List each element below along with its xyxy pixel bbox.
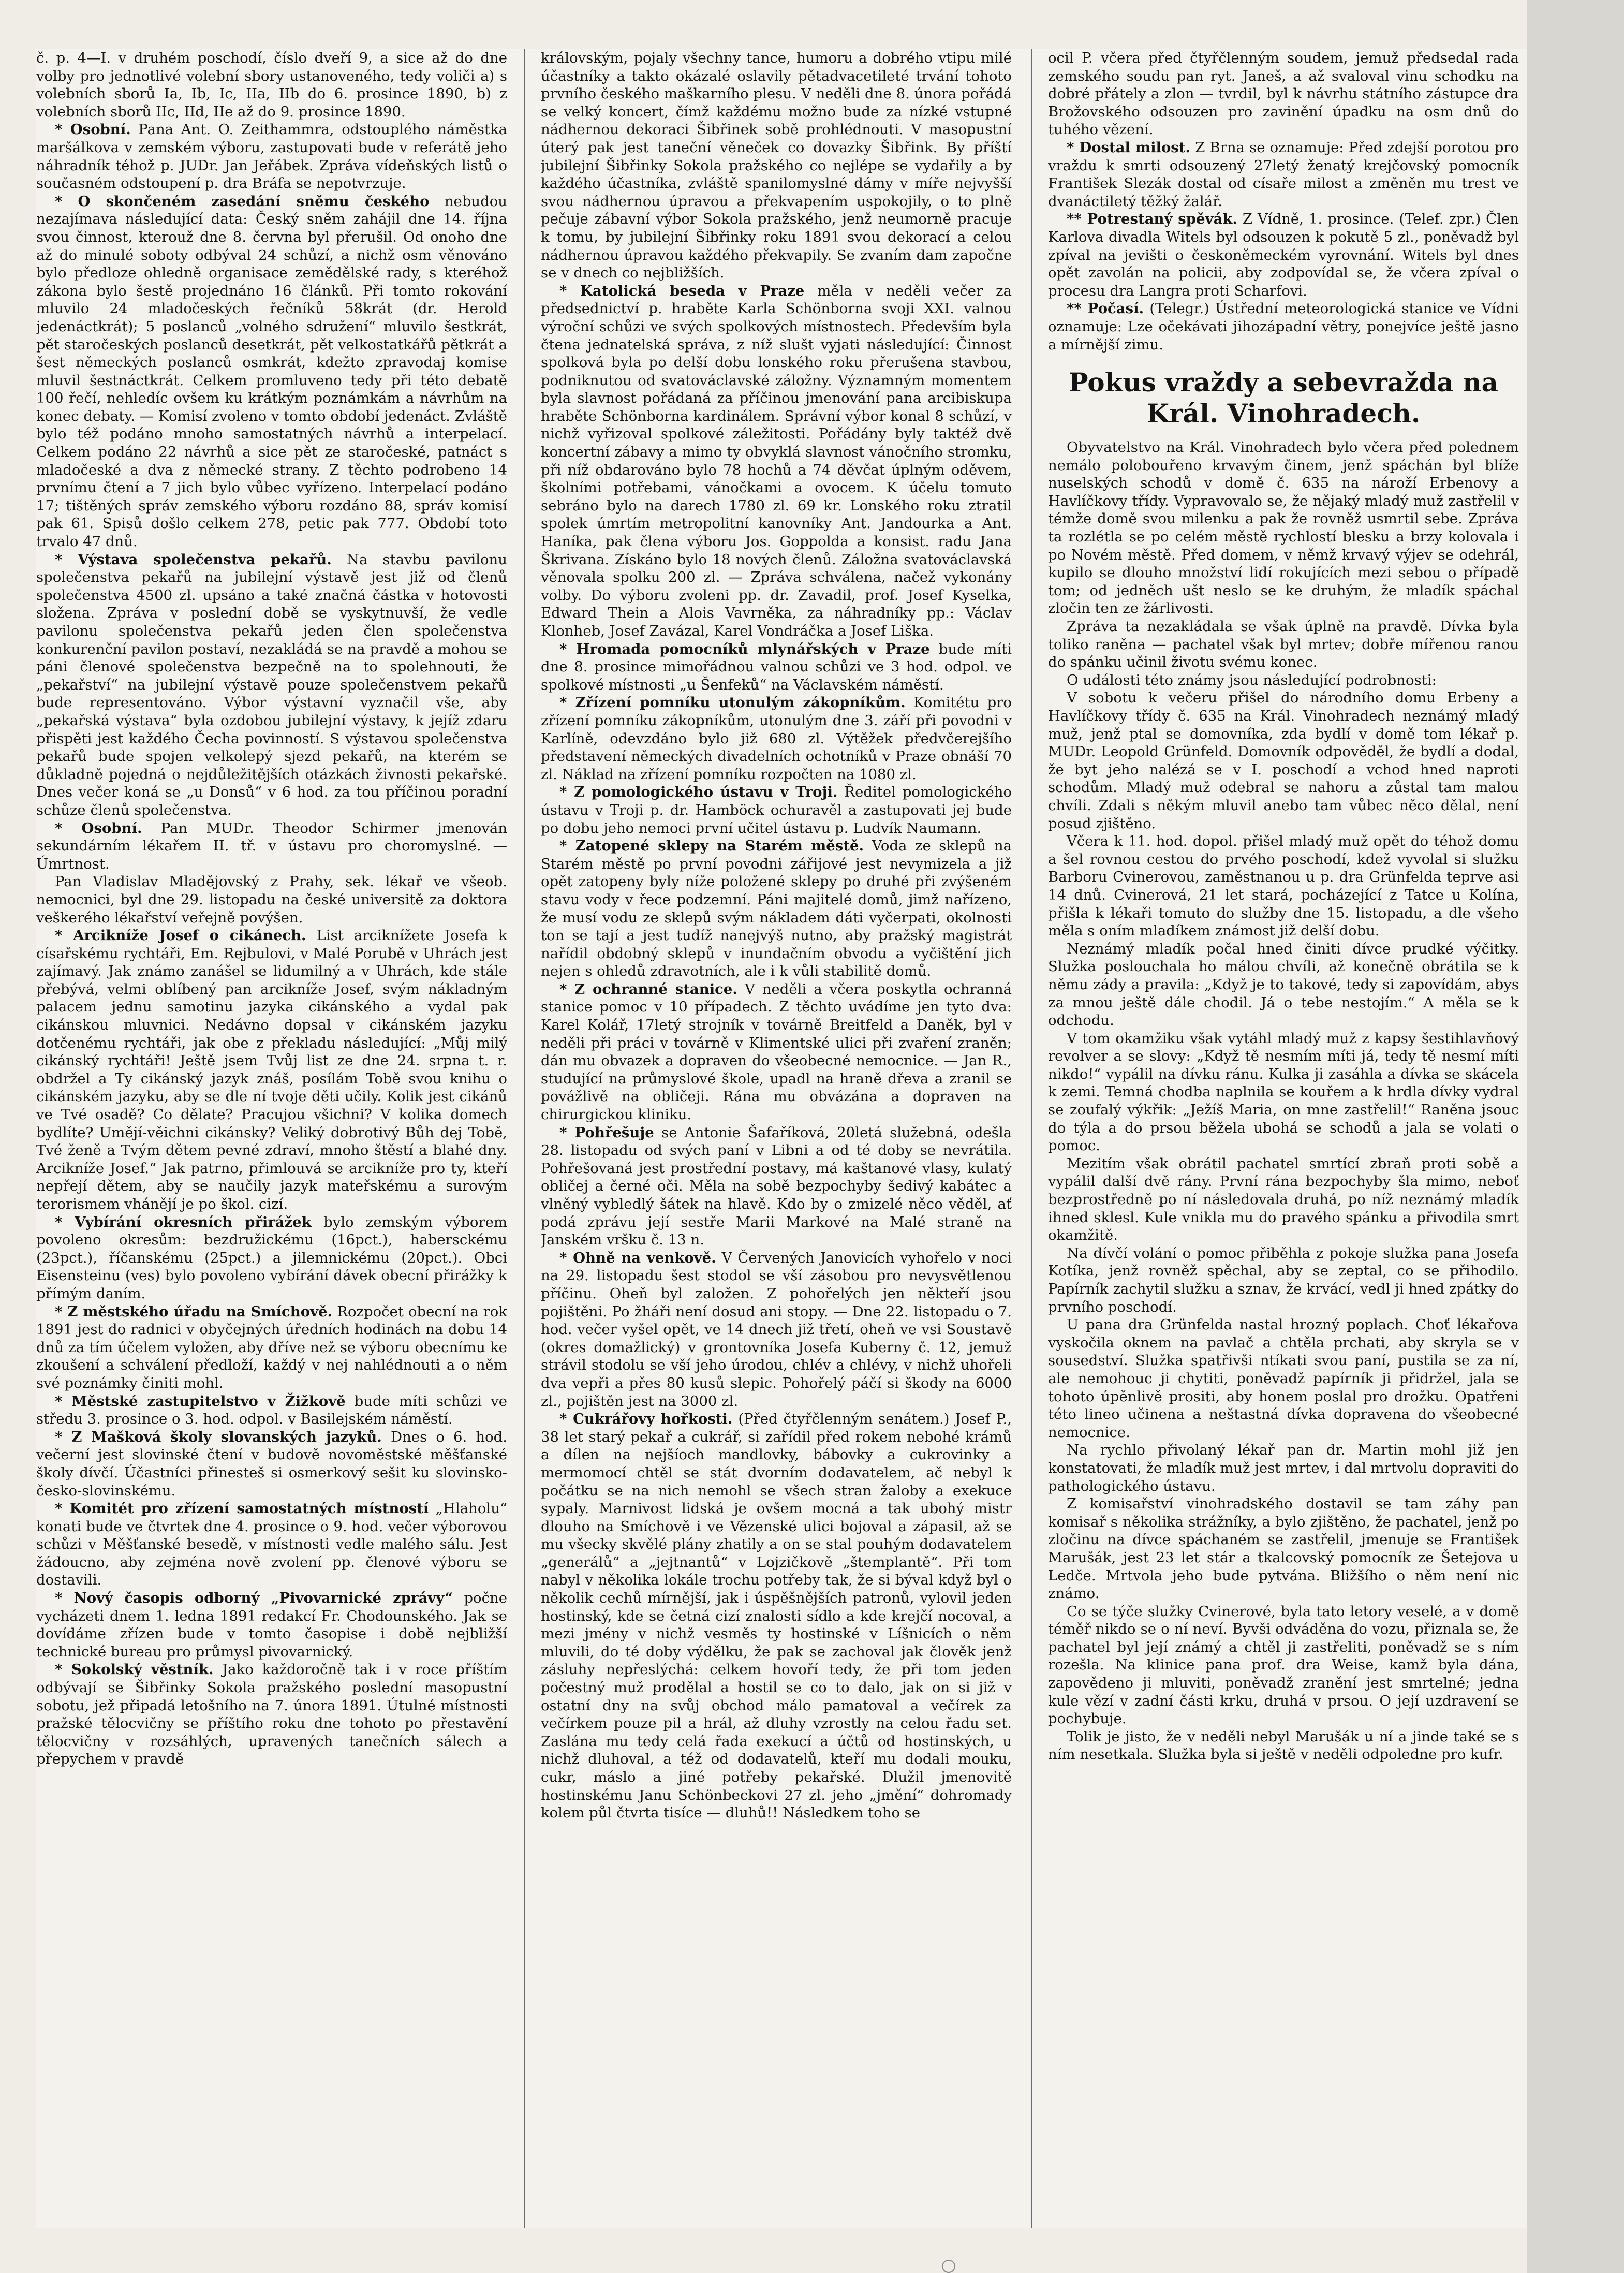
news-heading: ** Potrestaný spěvák. bbox=[1067, 211, 1237, 228]
article-text: č. p. 4—I. v druhém poschodí, číslo dveří 9, a sice až do dne volby pro jednotlivé volební sbory ustanoveného, tedy voliči a) s volebních sborů Ia, Ib, Ic, IIa, IIb do 6. prosince 1890, b) z volebních sborů IIc, IId, IIe až do 9. prosince 1890. bbox=[36, 50, 507, 120]
article-paragraph: Z komisařství vinohradského dostavil se tam záhy pan komisař s několika strážníky, a bylo zjištěno, že pachatel, jenž po zločinu na dívce spáchaném se zastřelil, jmenuje se František Marušák, jest 23 let stár a tkalcovský pomocník ze Šetejova u Ledče. Mrtvola jeho bude pytvána. Bližšího o něm není nic známo. bbox=[1048, 1495, 1519, 1602]
news-heading: * Zatopené sklepy na Starém městě. bbox=[559, 838, 864, 855]
news-heading: * Z ochranné stanice. bbox=[559, 980, 737, 998]
news-body: nebudou nezajímava následující data: Český sněm zahájil dne 14. října svou činnost, kterouž dne 8. června byl přerušil. Od onoho dne až do minulé soboty odbýval 24 schůzí, a nichž osm věnováno bylo předloze ohledně organisace zemědělské rady, s kteréhož zákona bylo šestě projednáno 16 článků. Při tomto rokování mluvilo 24 mladočeských řečníků 58krát (dr. Herold jedenáctkrát); 5 poslanců „volného sdružení“ mluvilo šestkrát, pět staročeských poslanců desetkrát, pět velkostatkářů pětkrát a šest německých poslanců osmkrát, kdežto zpravodaj komise mluvil šestnáctkrát. Celkem promluveno tedy při této debatě 100 řečí, nehledíc ovšem ku krátkým poznámkám a návrhům na konec debaty. — Komisí zvoleno v tomto období jedenáct. Zvláště bylo též podáno mnoho samostatných návrhů a interpelací. Celkem podáno 22 návrhů a sice pět ze staročeské, patnáct s mladočeské a dva z německé strany. Z těchto podrobeno 14 prvnímu čtení a 7 jich bylo vůbec vyřízeno. Interpelací podáno 17; tištěných správ zemského výboru rozdáno 88, správ komisí pak 61. Spisů došlo celkem 278, petic pak 777. Období toto trvalo 47 dnů. bbox=[36, 193, 507, 550]
article-paragraph: V tom okamžiku však vytáhl mladý muž z kapsy šestihlavňový revolver a se slovy: „Když tě nesmím míti já, tedy tě nesmí míti nikdo!“ vypálil na dívku ránu. Kulka ji zasáhla a dívka se skácela k zemi. Temná chodba naplnila se kouřem a k hrdla dívky vydral se zoufalý výkřik: „Ježíš Maria, on mne zastřelil!“ Raněna jsouc do týla a do prsou běžela ubohá se schodů a jala se volati o pomoc. bbox=[1048, 1030, 1519, 1154]
column-rule bbox=[524, 49, 525, 2228]
column-2 bbox=[541, 49, 1012, 2228]
news-item bbox=[541, 694, 1012, 783]
article-paragraph: Neznámý mladík počal hned činiti dívce prudké výčitky. Služka poslouchala ho málou chvíli, až konečně obrátila se k němu zády a pravila: „Když je to takové, tedy si zapovídám, abys za mnou ještě dále chodil. Já o tebe nestojím.“ A měla se k odchodu. bbox=[1048, 940, 1519, 1029]
news-heading: * Sokolský věstník. bbox=[55, 1661, 214, 1678]
news-heading: * Výstava společenstva pekařů. bbox=[55, 551, 332, 568]
news-heading: * Z Mašková školy slovanských jazyků. bbox=[55, 1428, 382, 1445]
news-heading: * Z městského úřadu na Smíchově. bbox=[55, 1303, 333, 1320]
news-heading: * Ohně na venkově. bbox=[559, 1249, 716, 1266]
news-item bbox=[1048, 139, 1519, 210]
article-paragraph: Obyvatelstvo na Král. Vinohradech bylo včera před polednem nemálo polobouřeno krvavým činem, jenž spáchán byl blíže nuselských schodů v domě č. 635 na nároží Erbenovy a Havlíčkovy třídy. Vypravovalo se, že nějaký mladý muž zastřelil v témže domě svou milenku a pak že rovněž usmrtil sebe. Zpráva ta rozlétla se po celém městě rychlostí blesku a brzy kolovala i po Novém městě. Před domem, v němž krvavý výjev se odehrál, kupilo se dlouho množství lidí rokujících mezi sebou o případě tom; od jedněch ušt neslo se ke druhým, že mladík spáchal zločin ten ze žárlivosti. bbox=[1048, 439, 1519, 617]
news-heading: * Dostal milost. bbox=[1067, 139, 1191, 156]
news-body: (Před čtyřčlenným senátem.) Josef P., 38 let starý pekař a cukrář, si zařídil před rokem nebohé krámů a dílen na nejšíoch mandlovky, bábovky a cukrovinky a mermomocí chtěl se stát dvorním dodavatelem, ač nebyl k počátku se na nich nemohl se všech stran žaloby a exekuce sypaly. Marnivost lidská je ovšem mocná a tak ubohý mistr dlouho na Smíchově i ve Vězenské ulici bojoval a zápasil, až se mu všecky skvělé plány zhatily a on se stal pouhým dodavatelem „generálů“ a „jejtnantů“ v Lojzičkově „štemplantě“. Při tom nabyl v několika lokále trochu potřeby tak, že si býval když byl o několik cechů mírnější, jak i úspěšnějších patronů, vylovil jeden hostinský, kde se četná cizí znalosti sídlo a kde krejčí nocoval, a mezi jmény v nichž vesměs ty hostinské v Líšnicích o něm mluvili, do té doby výdělku, že pak se zachoval jak člověk jenž zásluhy nepřeslýchá: celkem hovoří tedy, že při tom jeden počestný muž prodělal a hostil se co to dalo, jak on si již v ostatní dny na svůj obchod málo pamatoval a večírek za večírkem pouze pil a hrál, až dluhy vzrostly na celou řadu set. Zaslána mu tedy celá řada exekucí a účtů od hostinských, u nichž dluhoval, a též od dodavatelů, kteří mu dodali mouku, cukr, máslo a jiné potřeby pekařské. Dlužil jmenovitě hostinskému Janu Schönbeckovi 27 zl. jeho „jmění“ dohromady kolem půl čtvrta tisíce — dluhů!! Následkem toho se bbox=[541, 1411, 1012, 1822]
page-margin-shadow bbox=[1527, 0, 1624, 2273]
news-heading: * Vybírání okresních přirážek bbox=[55, 1213, 312, 1230]
article-paragraph: Co se týče služky Cvinerové, byla tato letory veselé, a v domě téměř nikdo se o ní neví. Byvši odváděna do vozu, přiznala se, že pachatel byl její známý a chtěl ji zastřeliti, poněvadž se s ním rozešla. Na klinice pana prof. dra Weise, kamž byla dána, zapovědeno ji mluviti, poněvadž zranění jest smrtelné; jedna kule vězí v zadní části krku, druhá v prsou. O její uzdravení se pochybuje. bbox=[1048, 1603, 1519, 1727]
news-item bbox=[36, 1213, 507, 1303]
news-body: Pan Vladislav Mladějovský z Prahy, sek. lékař ve všeob. nemocnici, byl dne 29. listopadu na české universitě za doktora veškerého lékařství veřejně povýšen. bbox=[36, 873, 507, 926]
news-item bbox=[1048, 210, 1519, 300]
news-heading: * Pohřešuje bbox=[559, 1124, 654, 1141]
news-item bbox=[36, 1428, 507, 1500]
news-body: „Hlaholu“ konati bude ve čtvrtek dne 4. prosince o 9. hod. večer výborovou schůzi v Měšťanské besedě, v místnosti vedle malého sálu. Jest žádoucno, aby zejména nově zvolení pp. členové výboru se dostavili. bbox=[36, 1500, 507, 1589]
news-item bbox=[1048, 300, 1519, 354]
article-paragraph: Tolik je jisto, že v neděli nebyl Marušák u ní a jinde také se s ním nesetkala. Služka byla si ještě v neděli odpoledne pro kufr. bbox=[1048, 1728, 1519, 1763]
news-item bbox=[36, 1303, 507, 1392]
news-heading: * Hromada pomocníků mlynářských v Praze bbox=[559, 640, 930, 657]
news-body: (Telegr.) Ústřední meteorologická stanice ve Vídni oznamuje: Lze očekávati jihozápadní větry, ponejvíce ještě jasno a mírnější zimu. bbox=[1048, 300, 1519, 353]
news-body: měla v neděli večer za předsednictví p. hraběte Karla Schönborna svoji XXI. valnou výroční schůzi ve svých spolkových místnostech. Především byla čtena jednatelská správa, z níž slušt vyjati následující: Činnost spolková byla po delší dobu lonského roku přerušena stavbou, podniknutou od svatováclavské záložny. Významným momentem byla slavnost pořádaná za příčinou jmenování pana arcibiskupa hraběte Schönborna kardinálem. Správní výbor konal 8 schůzí, v nichž vyřizoval spolkové záležitosti. Pořádány byly taktéž dvě koncertní zábavy a mimo ty obvyklá slavnost vánočního stromku, při níž obdarováno bylo 78 hochů a 74 děvčat úplným oděvem, školními potřebami, vánočkami a ovocem. K účelu tomuto sebráno bylo na darech 1780 zl. 69 kr. Lonského roku ztratil spolek úmrtím metropolitní kanovníky Ant. Jandourka a Ant. Haníka, pak člena výboru Jos. Goppolda a konsist. radu Jana Škrivana. Získáno bylo 18 nových členů. Záložna svatováclavská věnovala spolku 200 zl. — Zpráva schválena, načež vykonány volby. Do výboru zvoleni pp. dr. Zavadil, prof. Josef Kyselka, Edward Thein a Alois Vavrněka, za náhradníky pp.: Václav Klonheb, Josef Zavázal, Karel Vondráčka a Josef Liška. bbox=[541, 282, 1012, 639]
article-paragraph: Na dívčí volání o pomoc přiběhla z pokoje služka pana Josefa Kotíka, jenž rovněž spěchal, aby se zeptal, co se přihodilo. Papírník zachytil služku a sznav, že krvácí, vedl ji hned zpátky do prvního poschodí. bbox=[1048, 1244, 1519, 1315]
news-body: Pana Ant. O. Zeithammra, odstouplého náměstka maršálkova v zemském výboru, zastupovati bude v referátě jeho náhradník téhož p. JUDr. Jan Jeřábek. Zpráva vídeňských listů o současném odstoupení p. dra Bráfa se nepotvrzuje. bbox=[36, 121, 507, 192]
news-body: Ředitel pomologického ústavu v Troji p. dr. Hamböck ochuravěl a zastupovati jej bude po dobu jeho nemoci první učitel ústavu p. Ludvík Naumann. bbox=[541, 784, 1012, 837]
news-item bbox=[541, 1124, 1012, 1249]
news-body: bude míti dne 8. prosince mimořádnou valnou schůzi ve 3 hod. odpol. ve spolkové místnosti „u Šenfeků“ na Václavském náměstí. bbox=[541, 640, 1012, 693]
news-heading: * Katolická beseda v Praze bbox=[559, 282, 805, 299]
article-headline bbox=[1048, 367, 1519, 429]
column-rule bbox=[1031, 49, 1032, 2228]
news-heading: * Z pomologického ústavu v Troji. bbox=[559, 784, 838, 801]
news-body: Rozpočet obecní na rok 1891 jest do radnici v obyčejných úředních hodinách na dobu 14 dnů za tím účelem vyložen, aby dříve než se výboru obecnímu ke zkoušení a schválení předloží, každý v nej nahlédnouti a o něm své poznámky činiti mohl. bbox=[36, 1303, 507, 1391]
news-item bbox=[36, 193, 507, 551]
news-body: počne vycházeti dnem 1. ledna 1891 redakcí Fr. Chodounského. Jak se dovídáme zřízen bude v tomto časopise i době nejbližší technické bureau pro průmysl pivovarnický. bbox=[36, 1590, 507, 1660]
article-paragraph: Na rychlo přivolaný lékař pan dr. Martin mohl již jen konstatovati, že mladík muž jest mrtev, i dal mrtvolu dopraviti do pathologického ústavu. bbox=[1048, 1442, 1519, 1494]
article-text: ocil P. včera před čtyřčlenným soudem, jemuž předsedal rada zemského soudu pan ryt. Janeš, a až svaloval vinu schodku na dobré přátely a zlon — tvrdil, byl k návrhu státního zástupce dra Brožovského odsouzen pro zavinění úpadku na osm dnů do tuhého vězení. bbox=[1048, 50, 1519, 138]
news-body: Z Brna se oznamuje: Před zdejší porotou pro vraždu k smrti odsouzený 27letý ženatý krejčovský pomocník František Slezák dostal od císaře milost a změněn mu trest ve dvanáctiletý těžký žalář. bbox=[1048, 139, 1519, 210]
news-heading: * Zřízení pomníku utonulým zákopníkům. bbox=[559, 694, 906, 711]
news-body: Komitétu pro zřízení pomníku zákopníkům, utonulým dne 3. září při povodni v Karlíně, odevzdáno bylo již 680 zl. Výtěžek předvčerejšího představení německých divadelních ochotníků v Praze obnáší 70 zl. Náklad na zřízení pomníku rozpočten na 1080 zl. bbox=[541, 694, 1012, 783]
column-1 bbox=[36, 49, 507, 2228]
news-body: bylo zemským výborem povoleno okresům: bezdružickému (16pct.), habersckému (23pct.), říčanskému (25pct.) a jilemnickému (20pct.). Obci Eisensteinu (ves) bylo povoleno vybírání dávek obecní přirážky k přímým daním. bbox=[36, 1213, 507, 1302]
binding-hole bbox=[942, 2260, 955, 2273]
news-item bbox=[36, 551, 507, 819]
news-item bbox=[541, 980, 1012, 1124]
news-item bbox=[36, 873, 507, 927]
news-item bbox=[541, 837, 1012, 980]
article-paragraph: O události této známy jsou následující podrobnosti: bbox=[1067, 671, 1437, 688]
news-item bbox=[541, 640, 1012, 694]
news-body: Dnes o 6. hod. večerní jest slovinské čtení v budově novoměstské měšťanské školy dívčí. Účastníci přinesteš si osmerkový sešit ku slovinsko-česko-slovinskému. bbox=[36, 1428, 507, 1499]
headline-line: Král. Vinohradech. bbox=[1146, 398, 1421, 429]
news-body: se Antonie Šafaříková, 20letá služebná, odešla 28. listopadu od svých paní v Libni a od té doby se nevrátila. Pohřešovaná jest prostřední postavy, má kaštanové vlasy, kulatý obličej a černé oči. Měla na sobě bezpochyby šedivý kabátec a vlněný vybledlý šátek na hlavě. Kdo by o zmizelé něco věděl, ať podá zprávu její sestře Marii Markové na Malé straně na Janském vršku č. 13 n. bbox=[541, 1124, 1012, 1249]
news-item bbox=[36, 1589, 507, 1661]
news-item bbox=[541, 282, 1012, 640]
news-body: V neděli a včera poskytla ochranná stanice pomoc v 10 případech. Z těchto uvádíme jen tyto dva: Karel Kolář, 17letý strojník v továrně Breitfeld a Daněk, byl v neděli při práci v továrně v Klimentské ulici při zvaření zraněn; dán mu obvazek a dopraven do všeobecné nemocnice. — Jan R., studující na průmyslové škole, upadl na hraně dřeva a zranil se povážlivě na obličeji. Rána mu obvázána a dopraven na chirurgickou kliniku. bbox=[541, 980, 1012, 1123]
news-body: Voda ze sklepů na Starém městě po první povodni zářijové jest nevymizela a již opět zatopeny byly níže položené sklepy po druhé při zvýšeném stavu vody v řece podzemní. Páni majitelé domů, jimž nařízeno, že musí vodu ze sklepů svým nákladem dáti vyčerpati, okolnosti ton se tají a jest tudíž nanejvýš nutno, aby pražský magistrát nařídil obdobný sklepů v inundačním obvodu a vyčištění jich nejen s ohledů zdravotních, ale i k vůli stabilitě domů. bbox=[541, 838, 1012, 980]
news-heading: * Městské zastupitelstvo v Žižkově bbox=[55, 1392, 346, 1410]
news-body: Jako každoročně tak i v roce příštím odbývají se Šibřinky Sokola pražského poslední masopustní sobotu, jež připadá letošního na 7. února 1891. Útulné místnosti pražské tělocvičny se příštího roku dne tohoto po přestavění tělocvičny v rozsáhlých, upravených tanečních sálech a přepychem v pravdě bbox=[36, 1661, 507, 1768]
news-body: Pan MUDr. Theodor Schirmer jmenován sekundárním lékařem II. tř. v ústavu pro choromyslné. — Úmrtnost. bbox=[36, 819, 507, 872]
news-heading: * Osobní. bbox=[55, 121, 131, 138]
news-body: Z Vídně, 1. prosince. (Telef. zpr.) Člen Karlova divadla Witels byl odsouzen k pokutě 5 zl., poněvadž byl zpíval na jevišti o českoněmeckém vyrovnání. Witels byl dnes opět zavolán na policii, aby zodpovídal se, že včera zpíval o procesu dra Langra proti Scharfovi. bbox=[1048, 211, 1519, 299]
news-heading: ** Počasí. bbox=[1067, 300, 1144, 317]
headline-line: Pokus vraždy a sebevražda na bbox=[1068, 367, 1498, 398]
article-paragraph: Včera k 11. hod. dopol. přišel mladý muž opět do téhož domu a šel rovnou cestou do prvého poschodí, kdež vyvolal si služku Barboru Cvinerovou, zaměstnanou u p. dra Grünfelda teprve asi 14 dnů. Cvinerová, 21 let stará, pocházející z Tatce u Kolína, přišla k lékaři tomuto do služby dne 15. listopadu, a dle všeho měla s oním mladíkem známost již delší dobu. bbox=[1048, 833, 1519, 940]
news-item bbox=[36, 927, 507, 1213]
article-paragraph: U pana dra Grünfelda nastal hrozný poplach. Choť lékařova vyskočila oknem na pavlač a chtěla prchati, aby skryla se v sousedství. Služka spatřivši ntíkati svou paní, pustila se za ní, ale nemohouc ji chytiti, poněvadž papírník ji přidržel, jala se tohoto úpěnlivě prositi, aby honem poslal pro drožku. Opatřeni této lineo učinena a neštastná dívka dopravena do všeobecné nemocnice. bbox=[1048, 1316, 1519, 1441]
article-paragraph: Zpráva ta nezakládala se však úplně na pravdě. Dívka byla toliko raněna — pachatel však byl mrtev; dobře mířenou ranou do spánku učinil životu svému konec. bbox=[1048, 618, 1519, 671]
news-item bbox=[36, 121, 507, 192]
article-paragraph: V sobotu k večeru přišel do národního domu Erbeny a Havlíčkovy třídy č. 635 na Král. Vinohradech neznámý mladý muž, jenž ptal se domovníka, zda bydlí v domě tom lékař p. MUDr. Leopold Grünfeld. Domovník odpověděl, že bydlí a dodal, že byt jeho nalézá se v I. poschodí a vchod hned naproti schodům. Mladý muž odebral se nahoru a zůstal tam malou chvíli. Zdali s někým mluvil anebo tam vůbec něco dělal, není posud zjištěno. bbox=[1048, 690, 1519, 832]
news-heading: * Osobní. bbox=[55, 819, 142, 837]
news-body: List arciknížete Josefa k císařskému rychtáři, Em. Rejbulovi, v Malé Porubě v Uhrách jest zajímavý. Jak známo zanášel se lidumilný a v Uhrách, kde stále přebývá, velmi oblíbený pan arcikníže Josef, svým nákladným palacem jednu samotinu jazyka cikánského a vydal pak cikánskou mluvnici. Nedávno dopsal v cikánském jazyku dotčenému rychtáři, jak obe z překladu následující: „Můj milý cikánský rychtáři! Ještě jsem Tvůj list ze dne 24. srpna t. r. obdržel a Ty cikánský jazyk znáš, posílám Tobě svou knihu o cikánském jazyku, aby se dle ní tvoje děti učily. Kolik jest cikánů ve Tvé osadě? Co dělate? Pracujou všichni? V kolika domech bydlíte? Umějí-věichni cikánsky? Veliký dobrotivý Bůh dej Tobě, Tvé ženě a Tvým dětem pevné zdraví, mnoho štěstí a blahé dny. Arcikníže Josef.“ Jak patrno, přimlouvá se arcikníže pro ty, kteří nepřejí dětem, aby se naučily jazyk mateřskému a surovým terorismem vhánějí je po škol. cizí. bbox=[36, 927, 507, 1212]
news-heading: * O skončeném zasedání sněmu českého bbox=[55, 193, 430, 210]
news-item bbox=[36, 819, 507, 873]
news-body: Na stavbu pavilonu společenstva pekařů na jubilejní výstavě jest již od členů společenstva 4500 zl. upsáno a také značná částka v hotovosti složena. Zpráva v poslední době se vyskytnuvší, že vedle pavilonu společenstva pekařů jeden člen společenstva konkurenční pavilon postaví, nezakládá se na pravdě a mohou se páni členové společenstva bezpečně na to spolehnouti, že „pekařství“ na jubilejní výstavě pouze společenstvem pekařů bude representováno. Výbor výstavní vyznačil vše, aby „pekařská výstava“ byla ozdobou jubilejní výstavy, k jejíž zdaru přispěti jest každého Čecha povinností. S výstavou společenstva pekařů bude spojen velkolepý sjezd pekařů, na kterém se důkladně pojedná o nejdůležitějších otázkách živnosti pekařské. Dnes večer koná se „u Donsů“ v 6 hod. za tou příčinou poradní schůze členů společenstva. bbox=[36, 551, 507, 818]
news-item bbox=[36, 1661, 507, 1768]
news-item bbox=[541, 1249, 1012, 1410]
news-item bbox=[36, 1500, 507, 1589]
news-heading: * Cukrářovy hořkosti. bbox=[559, 1411, 733, 1428]
column-3 bbox=[1048, 49, 1519, 2228]
news-item bbox=[541, 783, 1012, 837]
news-heading: * Nový časopis odborný „Pivovarnické zprávy“ bbox=[55, 1590, 453, 1607]
news-body: V Červených Janovicích vyhořelo v noci na 29. listopadu šest stodol se vší zásobou pro nevysvětlenou příčinu. Oheň byl založen. Z pohořelých jen někteří jsou pojištěni. Po žháři není dosud ani stopy. — Dne 22. listopadu o 7. hod. večer vyšel opět, ve 14 dnech již třetí, oheň ve vsi Soustavě (okres domažlický) v grontovníka Josefa Kuberny č. 12, jemuž strávil stodolu se vší jeho úrodou, chlév a chlévy, v nichž uhořeli dva vepři a přes 80 kusů slepic. Pohořelý páčí si škody na 6000 zl., pojištěn jest na 3000 zl. bbox=[541, 1249, 1012, 1410]
news-item bbox=[36, 1392, 507, 1428]
article-text: královským, pojaly všechny tance, humoru a dobrého vtipu milé účastníky a takto okázalé oslavily pětadvacetileté trvání tohoto prvního českého maškarního plesu. V neděli dne 8. února pořádá se velký koncert, čímž každému možno bude za nízké vstupné nádhernou dekoraci Šibřinek sobě prohlédnouti. V masopustní úterý pak jest taneční věneček co dovazky Šibřink. By příští jubilejní Šibřinky Sokola pražského co nejlépe se vydařily a by každého účastníka, zvláště spanilomyslné dámy v míře nejvyšší svou nádhernou úpravou a překvapením uspokojily, o to plně pečuje zábavní výbor Sokola pražského, jenž neumorně pracuje k tomu, by jubilejní Šibřinky roku 1891 svou dekorací a celou nádhernou úpravou každého překvapily. Se zvaním dam započne se v dnech co nejbližších. bbox=[541, 50, 1012, 282]
news-item bbox=[541, 1410, 1012, 1822]
news-heading: * Komitét pro zřízení samostatných místností bbox=[55, 1500, 429, 1517]
news-body: bude míti schůzi ve středu 3. prosince o 3. hod. odpol. v Basilejském náměstí. bbox=[36, 1392, 507, 1428]
article-paragraph: Mezitím však obrátil pachatel smrtící zbraň proti sobě a vypálil další dvě rány. První rána bezpochyby šla mimo, neboť bezprostředně po ní následovala druhá, po níž neznámý mladík ihned sklesl. Kule vnikla mu do pravého spánku a přivodila smrt okamžitě. bbox=[1048, 1155, 1519, 1244]
news-heading: * Arcikníže Josef o cikánech. bbox=[55, 927, 306, 944]
newspaper-page bbox=[36, 49, 1527, 2228]
